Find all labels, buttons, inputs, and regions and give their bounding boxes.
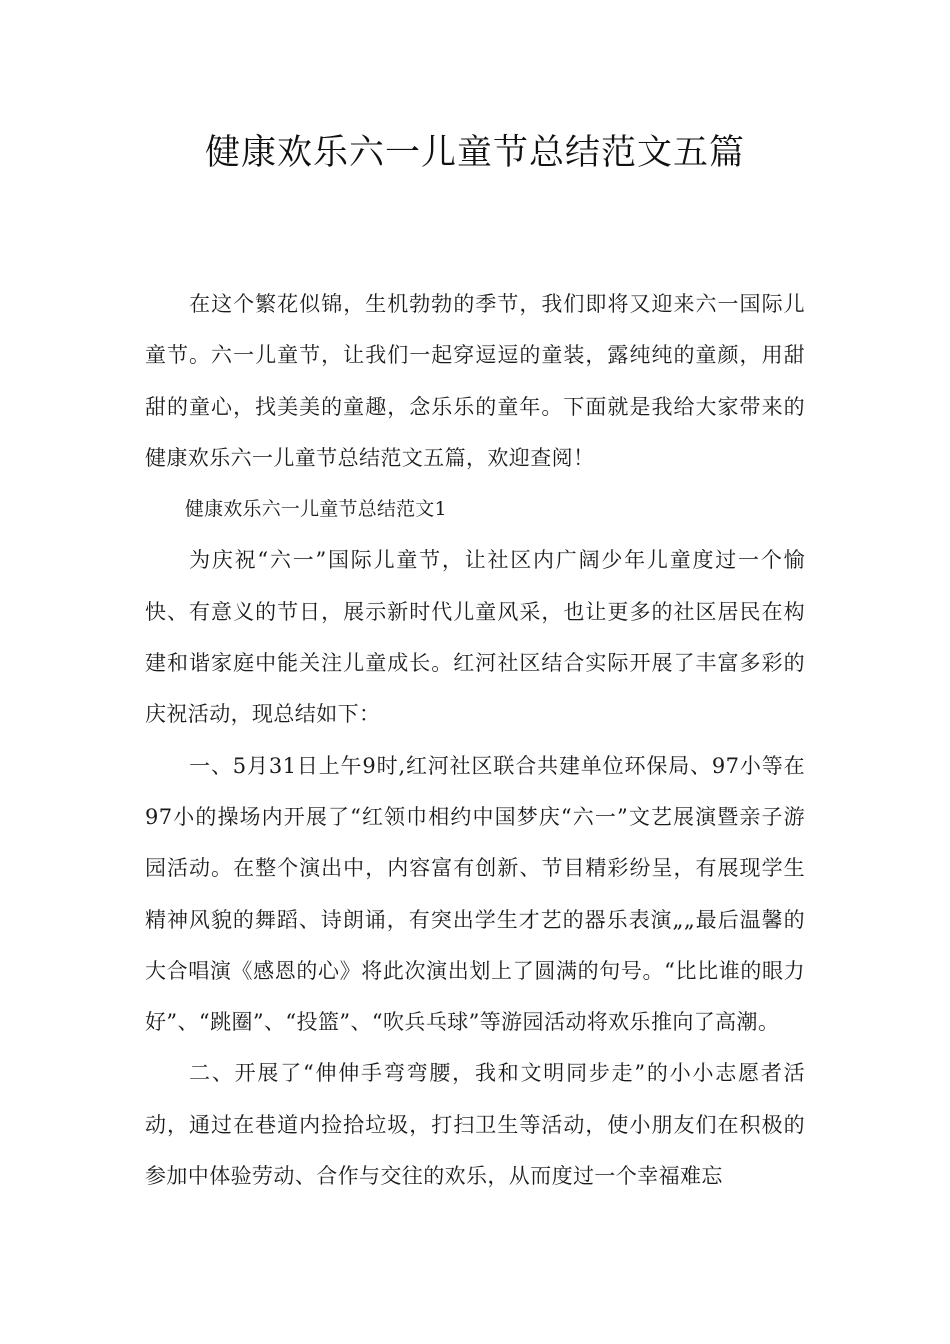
body-paragraph: 一、5月31日上午9时,红河社区联合共建单位环保局、97小等在97小的操场内开展了“红领巾相约中国梦庆“六一”文艺展演暨亲子游园活动。在整个演出中，内容富有创新、节目精彩纷呈，有展现学生精神风貌的舞蹈、诗朗诵，有突出学生才艺的器乐表演„„最后温馨的大合唱演《感恩的心》将此次演出划上了圆满的句号。“比比谁的眼力好”、“跳圈”、“投篮”、“吹兵乓球”等游园活动将欢乐推向了高潮。 (145, 753, 805, 1035)
body-paragraph: 为庆祝“六一”国际儿童节，让社区内广阔少年儿童度过一个愉快、有意义的节日，展示新时代儿童风采，也让更多的社区居民在构建和谐家庭中能关注儿童成长。红河社区结合实际开展了丰富多彩的庆祝活动，现总结如下： (145, 548, 805, 727)
document-body (145, 279, 805, 1202)
intro-paragraph: 在这个繁花似锦，生机勃勃的季节，我们即将又迎来六一国际儿童节。六一儿童节，让我们一起穿逗逗的童装，露纯纯的童颜，用甜甜的童心，找美美的童趣，念乐乐的童年。下面就是我给大家带来的健康欢乐六一儿童节总结范文五篇，欢迎查阅！ (145, 292, 805, 470)
section-heading: 健康欢乐六一儿童节总结范文1 (184, 498, 447, 521)
document-title: 健康欢乐六一儿童节总结范文五篇 (204, 133, 745, 173)
body-paragraph: 二、开展了“伸伸手弯弯腰，我和文明同步走”的小小志愿者活动，通过在巷道内捡拾垃圾，打扫卫生等活动，使小朋友们在积极的参加中体验劳动、合作与交往的欢乐，从而度过一个幸福难忘 (145, 1061, 805, 1189)
